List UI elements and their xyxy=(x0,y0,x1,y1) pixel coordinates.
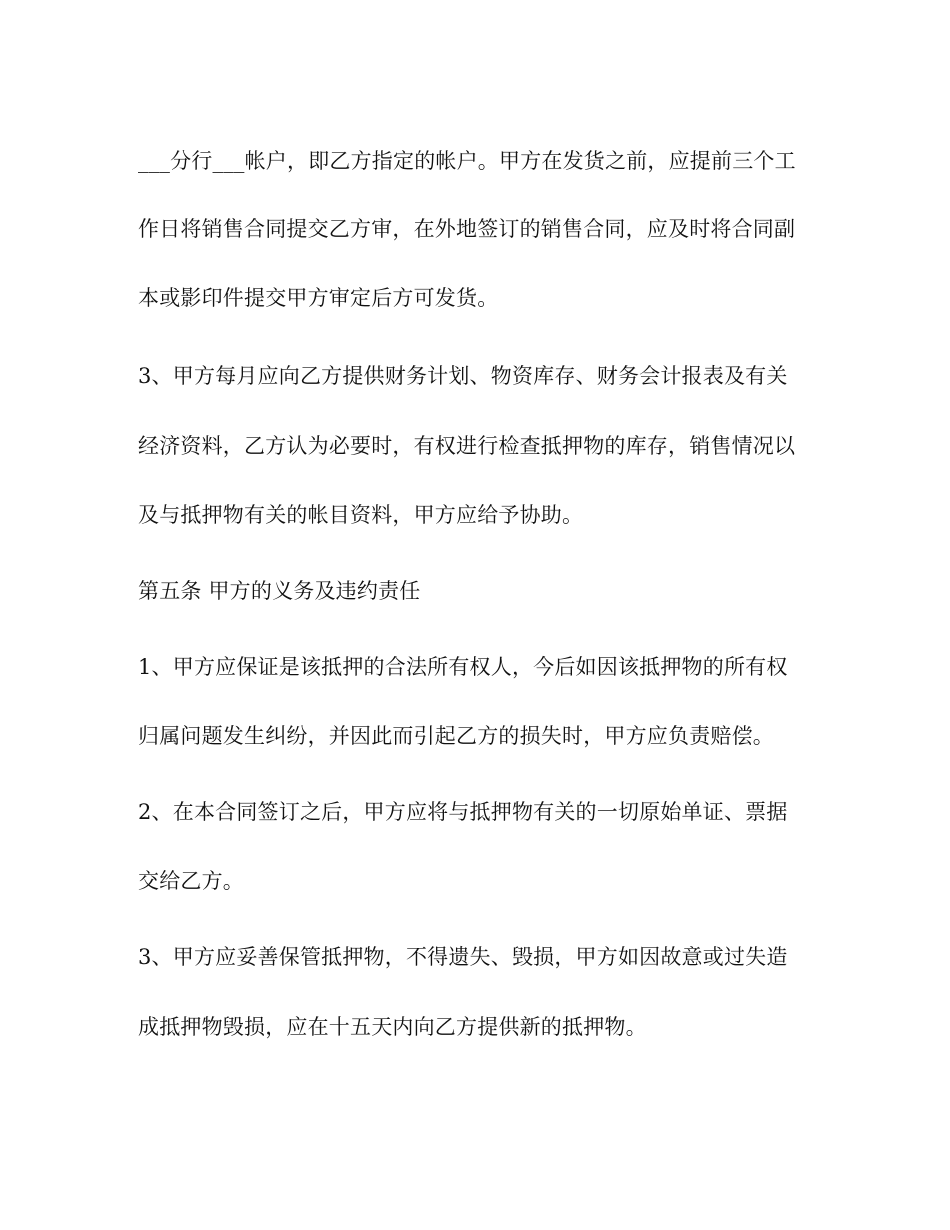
section-heading: 第五条 甲方的义务及违约责任 xyxy=(138,579,421,603)
text-line: ___分行___帐户，即乙方指定的帐户。甲方在发货之前，应提前三个工 xyxy=(138,149,796,173)
text-line: 本或影印件提交甲方审定后方可发货。 xyxy=(138,286,499,310)
text-line: 2、在本合同签订之后，甲方应将与抵押物有关的一切原始单证、票据 xyxy=(138,800,788,824)
text-line: 交给乙方。 xyxy=(138,869,244,893)
text-line: 3、甲方应妥善保管抵押物，不得遗失、毁损，甲方如因故意或过失造 xyxy=(138,945,788,969)
text-line: 1、甲方应保证是该抵押的合法所有权人，今后如因该抵押物的所有权 xyxy=(138,655,788,679)
text-line: 成抵押物毁损，应在十五天内向乙方提供新的抵押物。 xyxy=(138,1015,647,1039)
text-line: 3、甲方每月应向乙方提供财务计划、物资库存、财务会计报表及有关 xyxy=(138,364,788,388)
text-line: 经济资料，乙方认为必要时，有权进行检查抵押物的库存，销售情况以 xyxy=(138,434,796,458)
text-line: 及与抵押物有关的帐目资料，甲方应给予协助。 xyxy=(138,503,584,527)
text-line: 归属问题发生纠纷，并因此而引起乙方的损失时，甲方应负责赔偿。 xyxy=(138,724,774,748)
text-line: 作日将销售合同提交乙方审，在外地签订的销售合同，应及时将合同副 xyxy=(138,217,796,241)
